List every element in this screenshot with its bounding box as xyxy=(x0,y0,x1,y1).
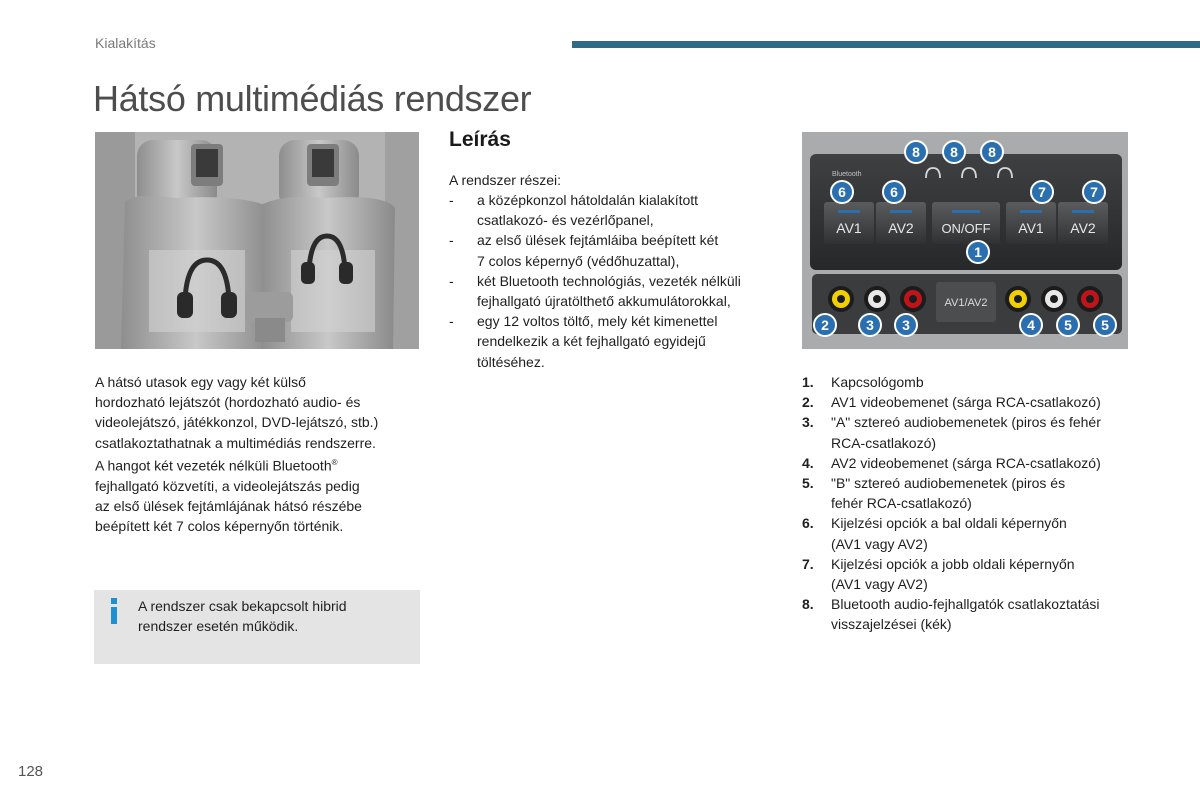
legend-item: 8. Bluetooth audio-fejhallgatók csatlakoztatási visszajelzései (kék) xyxy=(802,596,1100,633)
callout-number: 7 xyxy=(1038,184,1046,200)
info-line: rendszer esetén működik. xyxy=(138,618,299,635)
intro-paragraph xyxy=(95,372,425,536)
header-accent-bar xyxy=(572,41,1200,48)
rear-seats-illustration xyxy=(95,132,419,349)
button-label: AV2 xyxy=(1070,220,1096,236)
list-item: - egy 12 voltos töltő, mely két kimenettel rendelkezik a két fejhallgató egyidejű töltéséhez. xyxy=(449,311,789,372)
intro-line: csatlakoztathatnak a multimédiás rendszerre. xyxy=(95,434,376,451)
button-label: AV1 xyxy=(1018,220,1044,236)
page-title: Hátsó multimédiás rendszer xyxy=(93,78,532,119)
legend-item: 6. Kijelzési opciók a bal oldali képernyőn (AV1 vagy AV2) xyxy=(802,515,1067,552)
panel-buttons xyxy=(824,202,1108,244)
intro-line: A hátsó utasok egy vagy két külső xyxy=(95,374,306,390)
intro-line: videolejátszó, játékkonzol, DVD-lejátszó, stb.) xyxy=(95,414,379,431)
button-label: AV2 xyxy=(888,220,914,236)
legend-item: 1. Kapcsológomb xyxy=(802,374,924,390)
list-item: - az első ülések fejtámláiba beépített két 7 colos képernyő (védőhuzattal), xyxy=(449,230,789,270)
info-text xyxy=(138,596,408,636)
button-label: ON/OFF xyxy=(941,221,991,236)
bluetooth-label: Bluetooth xyxy=(832,171,862,178)
callout-number: 6 xyxy=(838,184,846,200)
legend-item: 4. AV2 videobemenet (sárga RCA-csatlakozó) xyxy=(802,454,1101,471)
bullet: - xyxy=(449,232,454,249)
intro-line xyxy=(95,453,425,476)
intro-line: fejhallgató közvetíti, a videolejátszás pedig xyxy=(95,477,360,494)
callout-number: 5 xyxy=(1064,317,1072,333)
callout-number: 3 xyxy=(866,317,874,333)
legend-item: 5. "B" sztereó audiobemenetek (piros és fehér RCA-csatlakozó) xyxy=(802,475,1066,512)
page-number: 128 xyxy=(18,763,44,780)
bullet: - xyxy=(449,272,454,289)
info-icon xyxy=(109,598,119,624)
callout-number: 8 xyxy=(912,144,920,160)
callout-number: 6 xyxy=(890,184,898,200)
intro-line: beépített két 7 colos képernyőn történik. xyxy=(95,518,344,535)
legend-item: 7. Kijelzési opciók a jobb oldali képernyőn (AV1 vagy AV2) xyxy=(802,555,1075,593)
callout-number: 1 xyxy=(974,244,982,260)
legend-item: 2. AV1 videobemenet (sárga RCA-csatlakozó) xyxy=(802,394,1101,411)
control-panel-photo xyxy=(802,132,1128,349)
legend-list xyxy=(802,372,1142,635)
description-intro: A rendszer részei: xyxy=(449,172,562,188)
info-line: A rendszer csak bekapcsolt hibrid xyxy=(138,598,347,614)
registered-mark: ® xyxy=(331,457,338,467)
control-panel-illustration xyxy=(802,132,1128,349)
rear-seats-photo xyxy=(95,132,419,349)
callout-number: 2 xyxy=(821,317,829,333)
intro-line: az első ülések fejtámlájának hátsó részébe xyxy=(95,497,362,514)
callout-number: 8 xyxy=(988,144,996,160)
list-item: - két Bluetooth technológiás, vezeték nélküli fejhallgató újratölthető akkumulátorokkal, xyxy=(449,271,789,311)
legend-item: 3. "A" sztereó audiobemenetek (piros és fehér RCA-csatlakozó) xyxy=(802,414,1101,451)
intro-line: hordozható lejátszót (hordozható audio- és xyxy=(95,394,361,411)
callout-number: 5 xyxy=(1101,317,1109,333)
callout-number: 3 xyxy=(902,317,910,333)
bullet: - xyxy=(449,313,454,330)
info-box xyxy=(94,590,420,664)
av-switch-label: AV1/AV2 xyxy=(944,297,988,309)
intro-line-text: A hangot két vezeték nélküli Bluetooth xyxy=(95,457,332,474)
list-item: - a középkonzol hátoldalán kialakított csatlakozó- és vezérlőpanel, xyxy=(449,190,789,230)
callout-number: 8 xyxy=(950,144,958,160)
callout-number: 7 xyxy=(1090,184,1098,200)
description-heading: Leírás xyxy=(449,128,511,151)
callout-number: 4 xyxy=(1027,317,1035,333)
section-label: Kialakítás xyxy=(95,35,156,51)
button-label: AV1 xyxy=(836,220,862,236)
description-list xyxy=(449,190,789,372)
bullet: - xyxy=(449,192,454,208)
